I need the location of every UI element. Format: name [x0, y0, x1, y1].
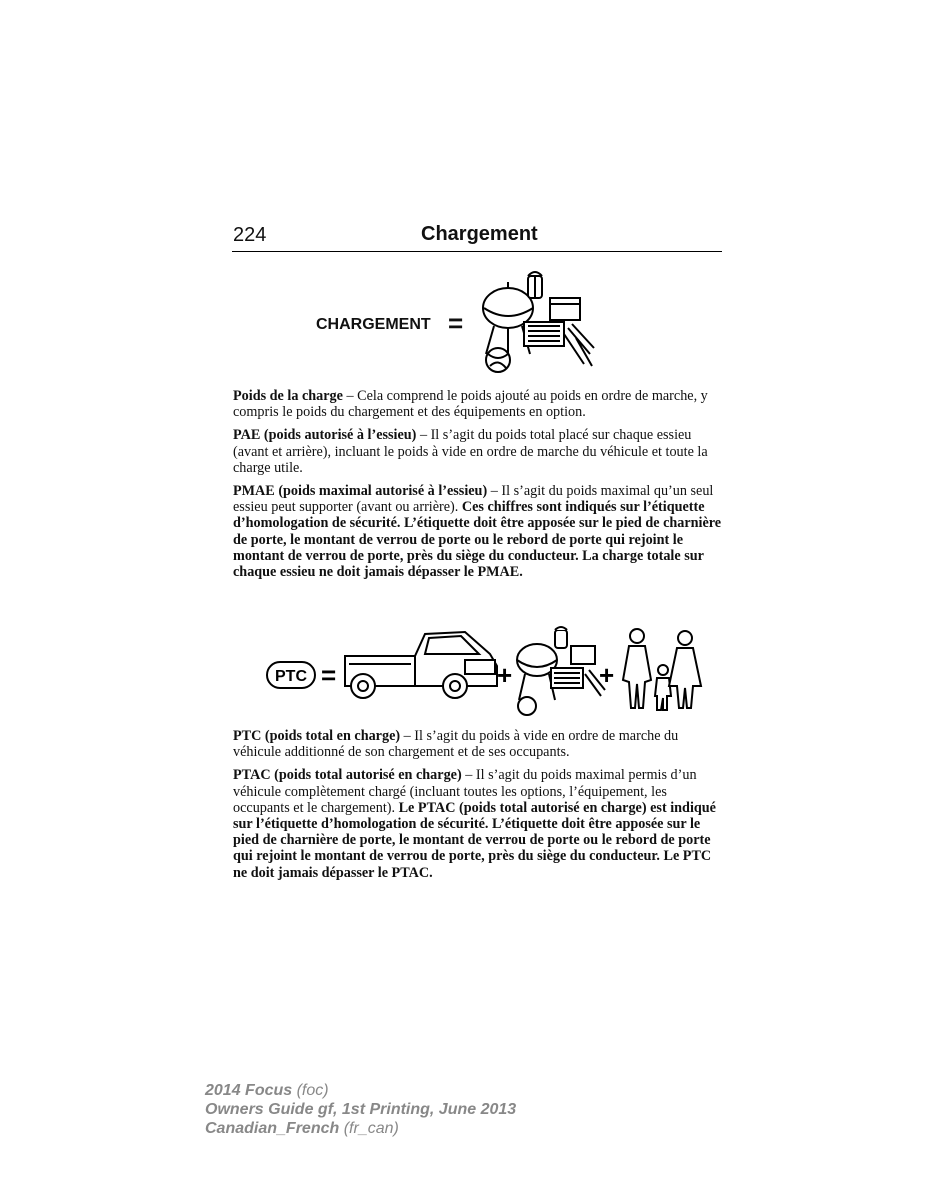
cargo-items-icon — [476, 268, 596, 376]
page-number: 224 — [233, 224, 267, 246]
equals-sign: = — [448, 308, 464, 338]
term: PTAC (poids total autorisé en charge) — [233, 767, 462, 784]
definition: – Il s’agit du poids total placé sur chaque essieu (avant et arrière), incluant le poids à vide en ordre de marche du véhicule et toute la charge utile. — [233, 427, 708, 476]
definition: – Il s’agit du poids à vide en ordre de marche du véhicule additionné de son chargement et de ses occupants. — [233, 728, 679, 761]
plus-sign: + — [497, 660, 513, 690]
footer-line-2: Owners Guide gf, 1st Printing, June 2013 — [205, 1101, 517, 1118]
cargo-items-icon — [517, 627, 605, 715]
equals-sign: = — [321, 660, 337, 690]
footer-line-3: Canadian_French (fr_can) — [205, 1120, 399, 1137]
ptc-badge — [267, 662, 315, 688]
pickup-truck-icon — [345, 632, 497, 698]
plus-sign: + — [599, 660, 615, 690]
definitions-block-1 — [233, 388, 723, 587]
print-footer — [205, 1081, 516, 1138]
load-figure-label: CHARGEMENT — [316, 316, 431, 333]
paragraph-payload — [233, 388, 723, 420]
emphasis: Ces chiffres sont indiqués sur l’étiquette d’homologation de sécurité. L’étiquette doit être apposée sur le pied de charnière de porte, le montant de verrou de porte ou le rebord de porte qui rejoint le montant de verrou de porte, près du siège du conducteur. La charge totale sur chaque essieu ne doit jamais dépasser le PMAE. — [233, 499, 722, 581]
paragraph-max-gawr — [233, 483, 723, 580]
load-figure — [316, 268, 616, 380]
family-icon — [623, 629, 701, 710]
paragraph-gvw — [233, 728, 723, 760]
paragraph-gawr — [233, 427, 723, 476]
definitions-block-2 — [233, 728, 723, 888]
definition: – Il s’agit du poids maximal qu’un seul essieu peut supporter (avant ou arrière). — [233, 483, 714, 516]
gross-weight-figure — [265, 624, 715, 724]
term: PAE (poids autorisé à l’essieu) — [233, 427, 417, 444]
paragraph-gvwr — [233, 767, 723, 880]
term: Poids de la charge — [233, 388, 343, 404]
definition: – Cela comprend le poids ajouté au poids en ordre de marche, y compris le poids du chargement et des équipements en option. — [233, 388, 708, 421]
header-rule — [232, 251, 722, 252]
footer-line-1: 2014 Focus (foc) — [205, 1082, 329, 1099]
emphasis: Le PTAC (poids total autorisé en charge) est indiqué sur l’étiquette d’homologation de sécurité. L’étiquette doit être apposée sur le pied de charnière de porte, le montant de verrou de porte ou le rebord de porte qui rejoint le montant de verrou de porte, près du siège du conducteur. Le PTC ne doit jamais dépasser le PTAC. — [233, 799, 716, 881]
definition: – Il s’agit du poids maximal permis d’un véhicule complètement chargé (incluant toutes les options, l’équipement, les occupants et le chargement). — [233, 767, 697, 816]
term: PTC (poids total en charge) — [233, 728, 401, 744]
page-title: Chargement — [421, 223, 538, 245]
term: PMAE (poids maximal autorisé à l’essieu) — [233, 483, 488, 500]
ptc-label: PTC — [275, 668, 307, 685]
